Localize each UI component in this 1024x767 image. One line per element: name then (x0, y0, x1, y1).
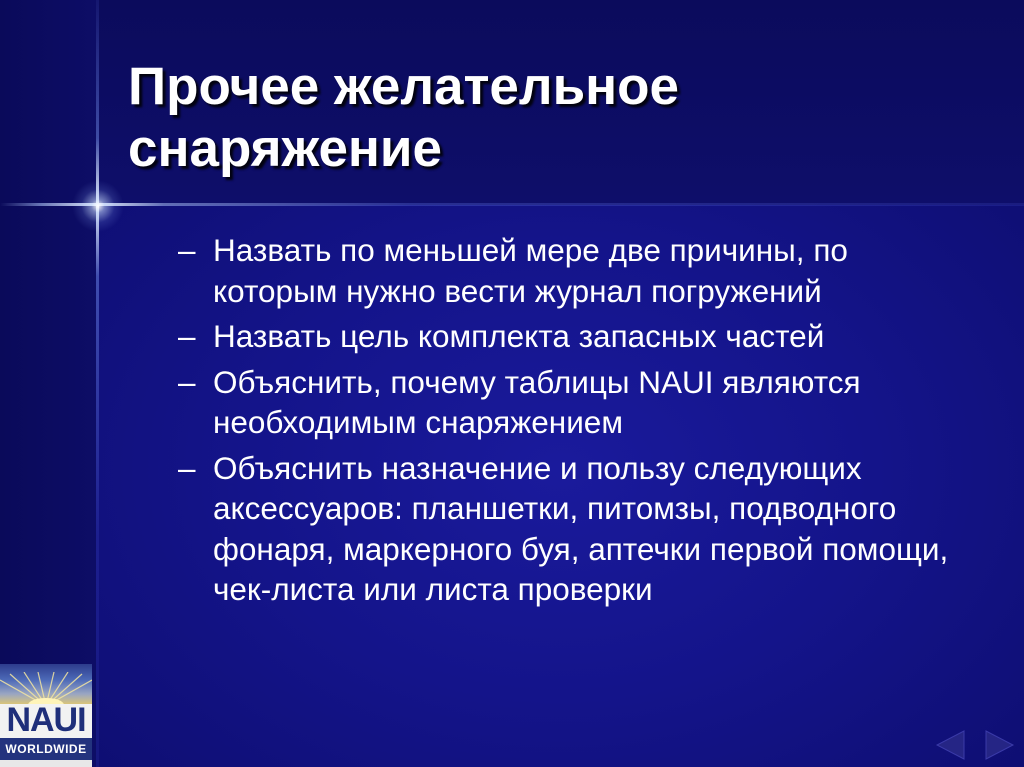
triangle-right-icon (982, 728, 1016, 762)
bullet-text: Объяснить, почему таблицы NAUI являются необходимым снаряжением (213, 363, 861, 440)
slide-title-line: Прочее желательное (128, 57, 680, 116)
logo-tagline: WORLDWIDE (0, 738, 92, 760)
bullet-item (178, 448, 978, 610)
bullet-list (178, 230, 978, 615)
left-panel (0, 0, 96, 767)
bullet-text: Назвать цель комплекта запасных частей (213, 318, 825, 354)
triangle-left-icon (934, 728, 968, 762)
logo-footer-strip (0, 760, 92, 767)
bullet-text: Объяснить назначение и пользу следующих аксессуаров: планшетки, питомзы, подводного фонаря, маркерного буя, аптечки первой помощи, чек-листа или листа проверки (213, 449, 949, 607)
bullet-dash: – (178, 318, 196, 354)
bullet-dash: – (178, 232, 196, 268)
horizontal-light-flare (0, 203, 1024, 206)
bullet-item (178, 230, 978, 311)
previous-slide-button[interactable] (934, 728, 968, 762)
next-slide-button[interactable] (982, 728, 1016, 762)
bullet-item (178, 316, 978, 357)
bullet-dash: – (178, 363, 196, 400)
naui-logo (0, 664, 92, 767)
slide-title-line: снаряжение (128, 119, 442, 178)
star-flare-icon (72, 180, 124, 232)
vertical-light-flare (96, 0, 99, 767)
bullet-text: Назвать по меньшей мере две причины, по которым нужно вести журнал погружений (213, 232, 848, 309)
sunrise-icon (0, 672, 92, 704)
logo-wordmark: NAUI (6, 702, 86, 738)
slide-title (128, 56, 988, 180)
bullet-dash: – (178, 449, 196, 486)
bullet-item (178, 362, 978, 443)
